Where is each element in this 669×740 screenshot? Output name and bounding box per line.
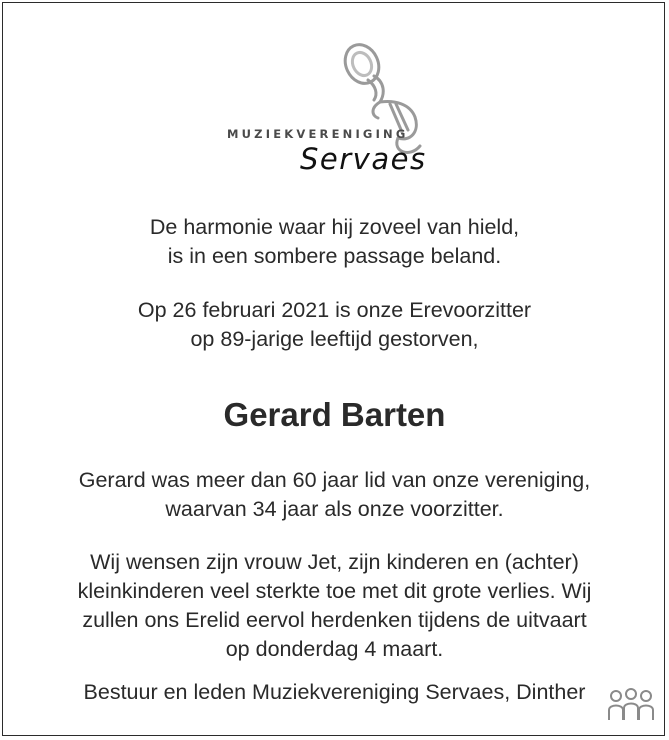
membership-line-2: waarvan 34 jaar als onze voorzitter.: [165, 497, 504, 521]
wishes-line-1: Wij wensen zijn vrouw Jet, zijn kinderen en (achter): [90, 550, 579, 574]
logo-title: Servaes: [300, 142, 427, 176]
wishes-line-3: zullen ons Erelid eervol herdenken tijdens de uitvaart: [82, 608, 587, 632]
intro-text: [0, 213, 669, 271]
people-icon: [606, 684, 656, 726]
wishes-text: [0, 548, 669, 664]
death-text: [0, 296, 669, 354]
wishes-line-2: kleinkinderen veel sterkte toe met dit grote verlies. Wij: [77, 579, 592, 603]
deceased-name: Gerard Barten: [223, 396, 446, 433]
logo: [225, 42, 445, 180]
membership-line-1: Gerard was meer dan 60 jaar lid van onze vereniging,: [78, 468, 591, 492]
intro-line-1: De harmonie waar hij zoveel van hield,: [149, 215, 520, 239]
intro-line-2: is in een sombere passage beland.: [167, 244, 502, 268]
death-line-2: op 89-jarige leeftijd gestorven,: [190, 327, 479, 351]
death-line-1: Op 26 februari 2021 is onze Erevoorzitter: [137, 298, 532, 322]
wishes-line-4: op donderdag 4 maart.: [225, 637, 444, 661]
membership-text: [0, 466, 669, 524]
signature: Bestuur en leden Muziekvereniging Servaes, Dinther: [83, 680, 586, 704]
logo-subtitle: MUZIEKVERENIGING: [227, 127, 409, 141]
